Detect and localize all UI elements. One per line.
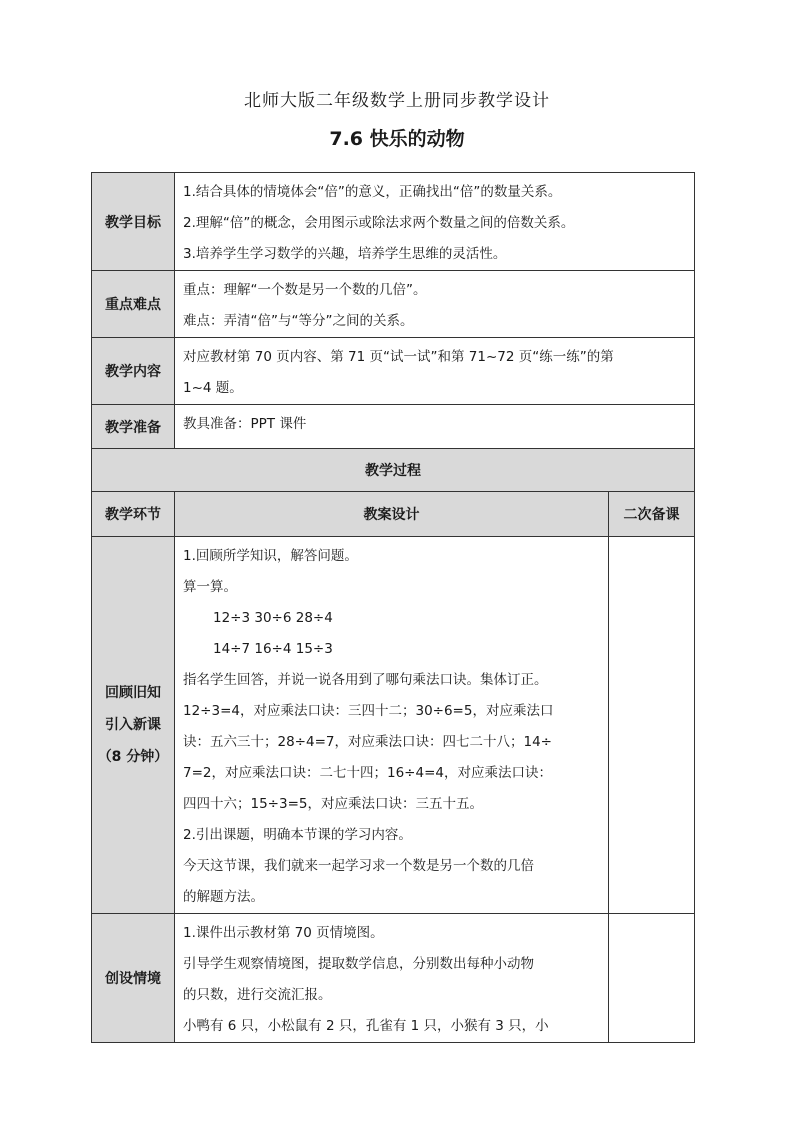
key-points-row (92, 271, 695, 338)
section2-row (92, 914, 695, 1043)
section1-line: 诀：五六三十；28÷4=7，对应乘法口诀：四七二十八；14÷ (183, 734, 552, 750)
objective-line: 1.结合具体的情境体会“倍”的意义，正确找出“倍”的数量关系。 (183, 184, 562, 200)
process-header-row (92, 492, 695, 537)
section1-row (92, 537, 695, 914)
section2-line: 1.课件出示教材第 70 页情境图。 (183, 925, 384, 941)
content-text (175, 338, 695, 405)
process-title: 教学过程 (92, 449, 695, 492)
objective-line: 2.理解“倍”的概念，会用图示或除法求两个数量之间的倍数关系。 (183, 215, 575, 231)
section1-line: 四四十六；15÷3=5，对应乘法口诀：三五十五。 (183, 796, 483, 812)
section1-line: 指名学生回答，并说一说各用到了哪句乘法口诀。集体订正。 (183, 672, 548, 688)
section2-line: 小鸭有 6 只，小松鼠有 2 只，孔雀有 1 只，小猴有 3 只，小 (183, 1018, 549, 1034)
section1-line: 今天这节课，我们就来一起学习求一个数是另一个数的几倍 (183, 858, 534, 874)
section1-label-line: （8 分钟） (97, 749, 169, 765)
section2-second-prep (609, 914, 695, 1043)
doc-title: 北师大版二年级数学上册同步教学设计 (244, 91, 550, 111)
section2-line: 引导学生观察情境图，提取数学信息，分别数出每种小动物 (183, 956, 534, 972)
preparation-row (92, 405, 695, 449)
section2-content (175, 914, 609, 1043)
content-label: 教学内容 (92, 338, 175, 405)
key-point-line: 重点：理解“一个数是另一个数的几倍”。 (183, 282, 427, 298)
objectives-label: 教学目标 (92, 173, 175, 271)
section2-label: 创设情境 (92, 914, 175, 1043)
section1-line: 算一算。 (183, 579, 237, 595)
preparation-line: 教具准备：PPT 课件 (183, 416, 307, 432)
section1-label-line: 回顾旧知 (105, 685, 161, 701)
objectives-content (175, 173, 695, 271)
process-title-row (92, 449, 695, 492)
section2-line: 的只数，进行交流汇报。 (183, 987, 332, 1003)
preparation-label: 教学准备 (92, 405, 175, 449)
content-line: 1~4 题。 (183, 380, 243, 396)
preparation-text (175, 405, 695, 449)
content-line: 对应教材第 70 页内容、第 71 页“试一试”和第 71~72 页“练一练”的第 (183, 349, 614, 365)
section1-line: 2.引出课题，明确本节课的学习内容。 (183, 827, 412, 843)
objective-line: 3.培养学生学习数学的兴趣，培养学生思维的灵活性。 (183, 246, 507, 262)
lesson-plan-table (91, 172, 694, 1043)
section1-line: 7=2，对应乘法口诀：二七十四；16÷4=4，对应乘法口诀： (183, 765, 552, 781)
section1-content (175, 537, 609, 914)
section1-line: 1.回顾所学知识，解答问题。 (183, 548, 358, 564)
col-second-header: 二次备课 (609, 492, 695, 537)
section1-line: 12÷3 30÷6 28÷4 (213, 610, 333, 626)
content-row (92, 338, 695, 405)
key-points-label: 重点难点 (92, 271, 175, 338)
col-stage-header: 教学环节 (92, 492, 175, 537)
section1-label (92, 537, 175, 914)
lesson-title: 7.6 快乐的动物 (329, 128, 465, 150)
key-points-content (175, 271, 695, 338)
col-design-header: 教案设计 (175, 492, 609, 537)
objectives-row (92, 173, 695, 271)
key-point-line: 难点：弄清“倍”与“等分”之间的关系。 (183, 313, 414, 329)
section1-second-prep (609, 537, 695, 914)
section1-label-line: 引入新课 (105, 717, 161, 733)
section1-line: 的解题方法。 (183, 889, 264, 905)
section1-line: 14÷7 16÷4 15÷3 (213, 641, 333, 657)
section1-line: 12÷3=4，对应乘法口诀：三四十二；30÷6=5，对应乘法口 (183, 703, 554, 719)
